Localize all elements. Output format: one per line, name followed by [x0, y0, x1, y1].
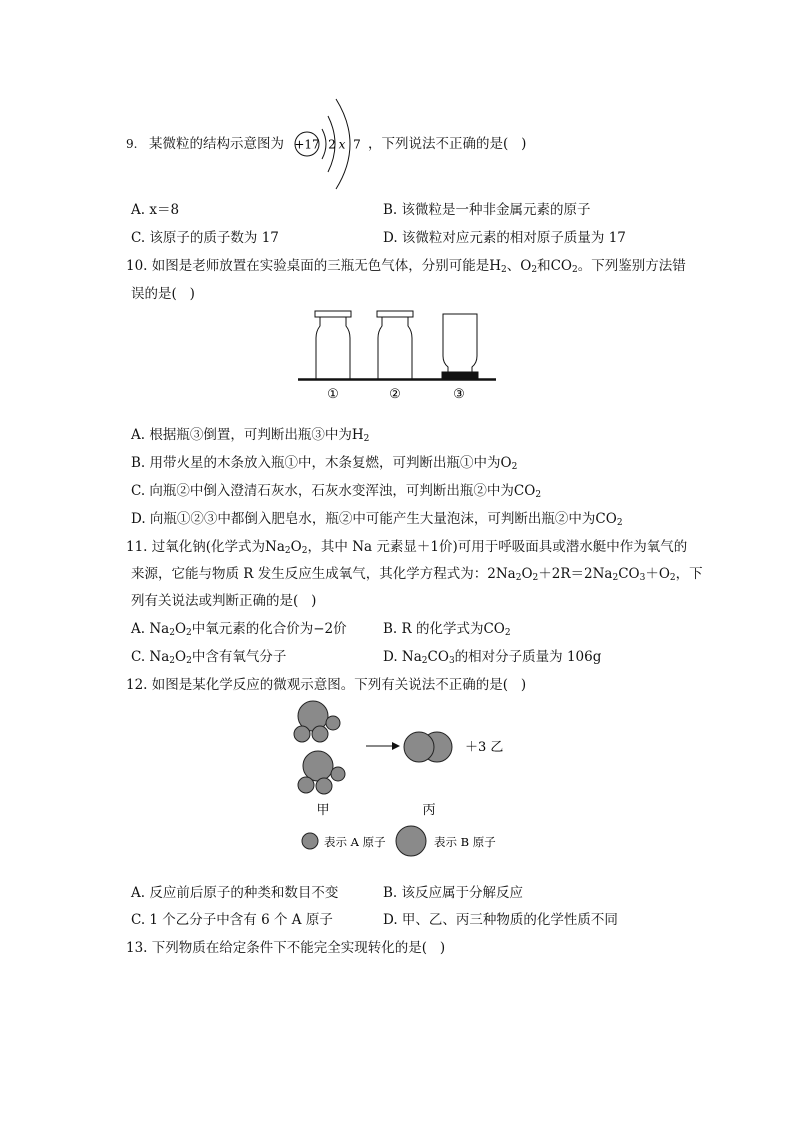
- bottle-1: [315, 311, 351, 379]
- legend-atom-a: [302, 833, 318, 849]
- q11-stem-line1: 11. 过氧化钠(化学式为$Na_2O_2$，其中 Na 元素显＋1价)可用于呼吸面具或潜水艇中作为氧气的: [126, 539, 688, 556]
- shell2-count: x: [338, 137, 346, 152]
- legend-a-label: 表示 A 原子: [324, 835, 386, 849]
- shell3-count: 7: [353, 137, 361, 152]
- atom-structure-diagram: [288, 95, 368, 191]
- legend-b-label: 表示 B 原子: [434, 835, 496, 849]
- plus-product: ＋3 乙: [465, 740, 504, 755]
- q9-option-c: C. 该原子的质子数为 17: [131, 230, 279, 246]
- q10-stem-line1: 10. 如图是老师放置在实验桌面的三瓶无色气体，分别可能是$H_2$、$O_2$和$CO_2$。下列鉴别方法错: [126, 258, 686, 275]
- q9-option-d: D. 该微粒对应元素的相对原子质量为 17: [383, 230, 626, 246]
- q9-prefix: 某微粒的结构示意图为: [149, 136, 284, 152]
- electron-shell-1: [322, 129, 326, 159]
- q11-option-b: B. R 的化学式为$CO_2$: [383, 621, 511, 638]
- bottle-3-inverted: [442, 314, 478, 379]
- reaction-micro-diagram: [288, 696, 528, 862]
- q12-option-c: C. 1 个乙分子中含有 6 个 A 原子: [131, 912, 333, 928]
- q9-option-a: A. x＝8: [131, 202, 180, 218]
- q11-stem-line2: 来源，它能与物质 R 发生反应生成氧气，其化学方程式为：$2Na_2O_2+2R=2Na_2CO_3+O_2$，下: [131, 566, 703, 583]
- q11-stem-line3: 列有关说法或判断正确的是( ): [131, 593, 317, 609]
- q10-option-a: A. 根据瓶③倒置，可判断出瓶③中为$H_2$: [131, 427, 370, 444]
- bottle-2: [377, 311, 413, 379]
- q11-option-d: D. $Na_2CO_3$的相对分子质量为 106g: [383, 649, 602, 666]
- q12-stem: 12. 如图是某化学反应的微观示意图。下列有关说法不正确的是( ): [126, 677, 527, 693]
- q10-option-d: D. 向瓶①②③中都倒入肥皂水，瓶②中可能产生大量泡沫，可判断出瓶②中为$CO_2$: [131, 511, 623, 528]
- molecule-bing: [404, 732, 452, 762]
- q12-option-d: D. 甲、乙、丙三种物质的化学性质不同: [383, 912, 618, 928]
- legend-atom-b: [396, 826, 426, 856]
- label-bing: 丙: [422, 803, 436, 818]
- q10-option-c: C. 向瓶②中倒入澄清石灰水，石灰水变浑浊，可判断出瓶②中为$CO_2$: [131, 483, 542, 500]
- q12-option-a: A. 反应前后原子的种类和数目不变: [131, 885, 339, 901]
- bottle-label-1: ①: [327, 387, 339, 402]
- q12-option-b: B. 该反应属于分解反应: [383, 885, 524, 901]
- q10-option-b: B. 用带火星的木条放入瓶①中，木条复燃，可判断出瓶①中为$O_2$: [131, 455, 518, 472]
- nucleus-charge: +17: [294, 137, 320, 152]
- q11-option-a: A. $Na_2O_2$中氧元素的化合价为−2价: [131, 621, 347, 638]
- q10-stem-line2: 误的是( ): [131, 286, 195, 302]
- q9-option-b: B. 该微粒是一种非金属元素的原子: [383, 202, 591, 218]
- bottle-label-2: ②: [389, 387, 401, 402]
- q11-option-c: C. $Na_2O_2$中含有氧气分子: [131, 649, 287, 666]
- shell1-count: 2: [328, 137, 336, 152]
- q9-number: 9.: [126, 137, 138, 151]
- molecule-jia-lower: [298, 751, 345, 794]
- bottle-label-3: ③: [453, 387, 465, 402]
- arrow-head: [392, 742, 400, 750]
- label-jia: 甲: [316, 803, 330, 818]
- q9-suffix: ，下列说法不正确的是( ): [368, 136, 527, 152]
- three-bottles-figure: [296, 308, 500, 404]
- molecule-jia-upper: [294, 701, 340, 742]
- q13-stem: 13. 下列物质在给定条件下不能完全实现转化的是( ): [126, 940, 446, 956]
